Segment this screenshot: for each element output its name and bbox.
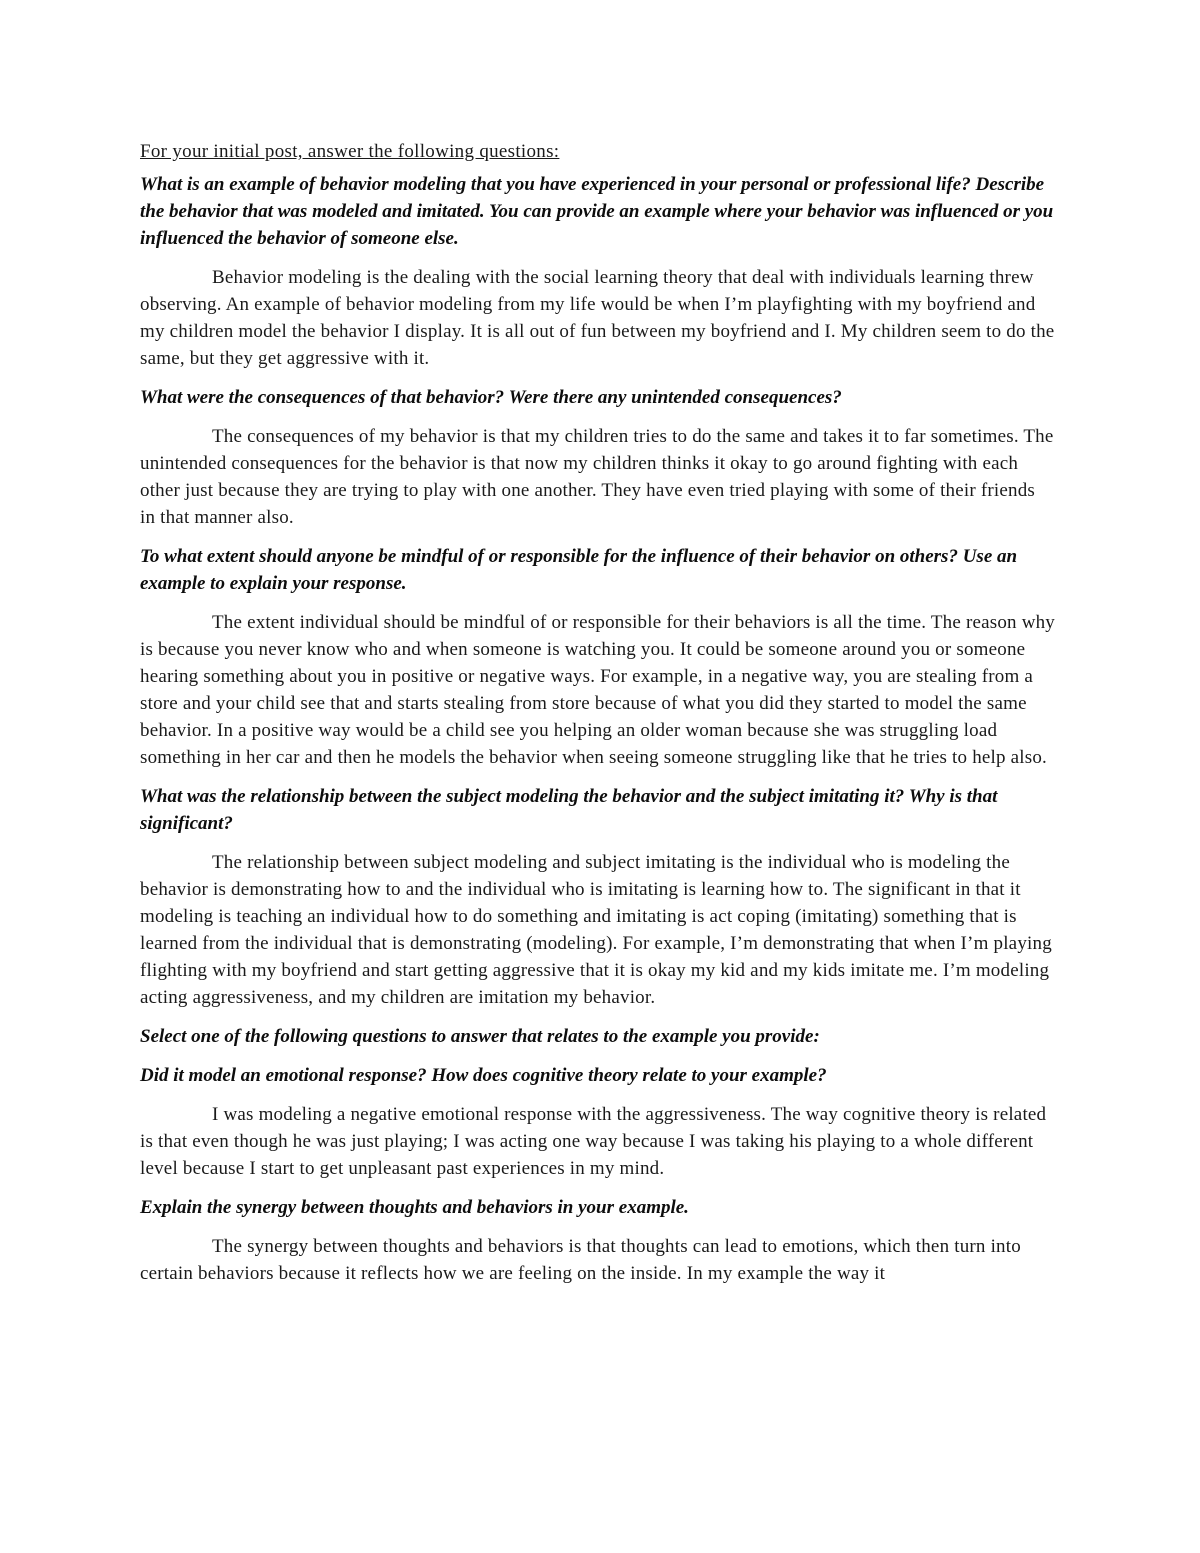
question-synergy: Explain the synergy between thoughts and behaviors in your example. [140,1197,689,1218]
answer-mindfulness: The extent individual should be mindful of or responsible for their behaviors is all the time. The reason why is because you never know who and when someone is watching you. It could be someone around you or someone hearing something about you in positive or negative ways. For example, in a negative way, you are stealing from a store and your child see that and starts stealing from store because of what you did they started to model the same behavior. In a positive way would be a child see you helping an older woman because she was struggling load something in her car and then he models the behavior when seeing someone struggling like that he tries to help also. [140,612,1056,768]
document-heading: For your initial post, answer the following questions: [140,141,560,162]
question-select-instruction: Select one of the following questions to answer that relates to the example you provide: [140,1026,820,1047]
answer-relationship: The relationship between subject modeling and subject imitating is the individual who is modeling the behavior is demonstrating how to and the individual who is imitating is learning how to. The significant in that it modeling is teaching an individual how to do something and imitating is act coping (imitating) something that is learned from the individual that is demonstrating (modeling). For example, I’m demonstrating that when I’m playing flighting with my boyfriend and start getting aggressive that it is okay my kid and my kids imitate me. I’m modeling acting aggressiveness, and my children are imitation my behavior. [140,852,1052,1008]
answer-synergy: The synergy between thoughts and behaviors is that thoughts can lead to emotions, which then turn into certain behaviors because it reflects how we are feeling on the inside. In my example the way it [140,1236,1021,1284]
document-page [140,138,1055,1299]
question-relationship: What was the relationship between the subject modeling the behavior and the subject imitating it? Why is that significant? [140,786,998,834]
question-mindfulness: To what extent should anyone be mindful of or responsible for the influence of their behavior on others? Use an example to explain your response. [140,546,1018,594]
answer-emotional-response: I was modeling a negative emotional response with the aggressiveness. The way cognitive theory is related is that even though he was just playing; I was acting one way because I was taking his playing to a whole different level because I start to get unpleasant past experiences in my mind. [140,1104,1047,1179]
question-behavior-modeling-example: What is an example of behavior modeling that you have experienced in your personal or professional life? Describe the behavior that was modeled and imitated. You can provide an example where your behavior was influenced or you influenced the behavior of someone else. [140,174,1054,249]
question-emotional-response: Did it model an emotional response? How does cognitive theory relate to your example? [140,1065,827,1086]
answer-consequences: The consequences of my behavior is that my children tries to do the same and takes it to far sometimes. The unintended consequences for the behavior is that now my children thinks it okay to go around fighting with each other just because they are trying to play with one another. They have even tried playing with some of their friends in that manner also. [140,426,1054,528]
question-consequences: What were the consequences of that behavior? Were there any unintended consequences? [140,387,842,408]
answer-behavior-modeling-example: Behavior modeling is the dealing with the social learning theory that deal with individuals learning threw observing. An example of behavior modeling from my life would be when I’m playfighting with my boyfriend and my children model the behavior I display. It is all out of fun between my boyfriend and I. My children seem to do the same, but they get aggressive with it. [140,267,1055,369]
